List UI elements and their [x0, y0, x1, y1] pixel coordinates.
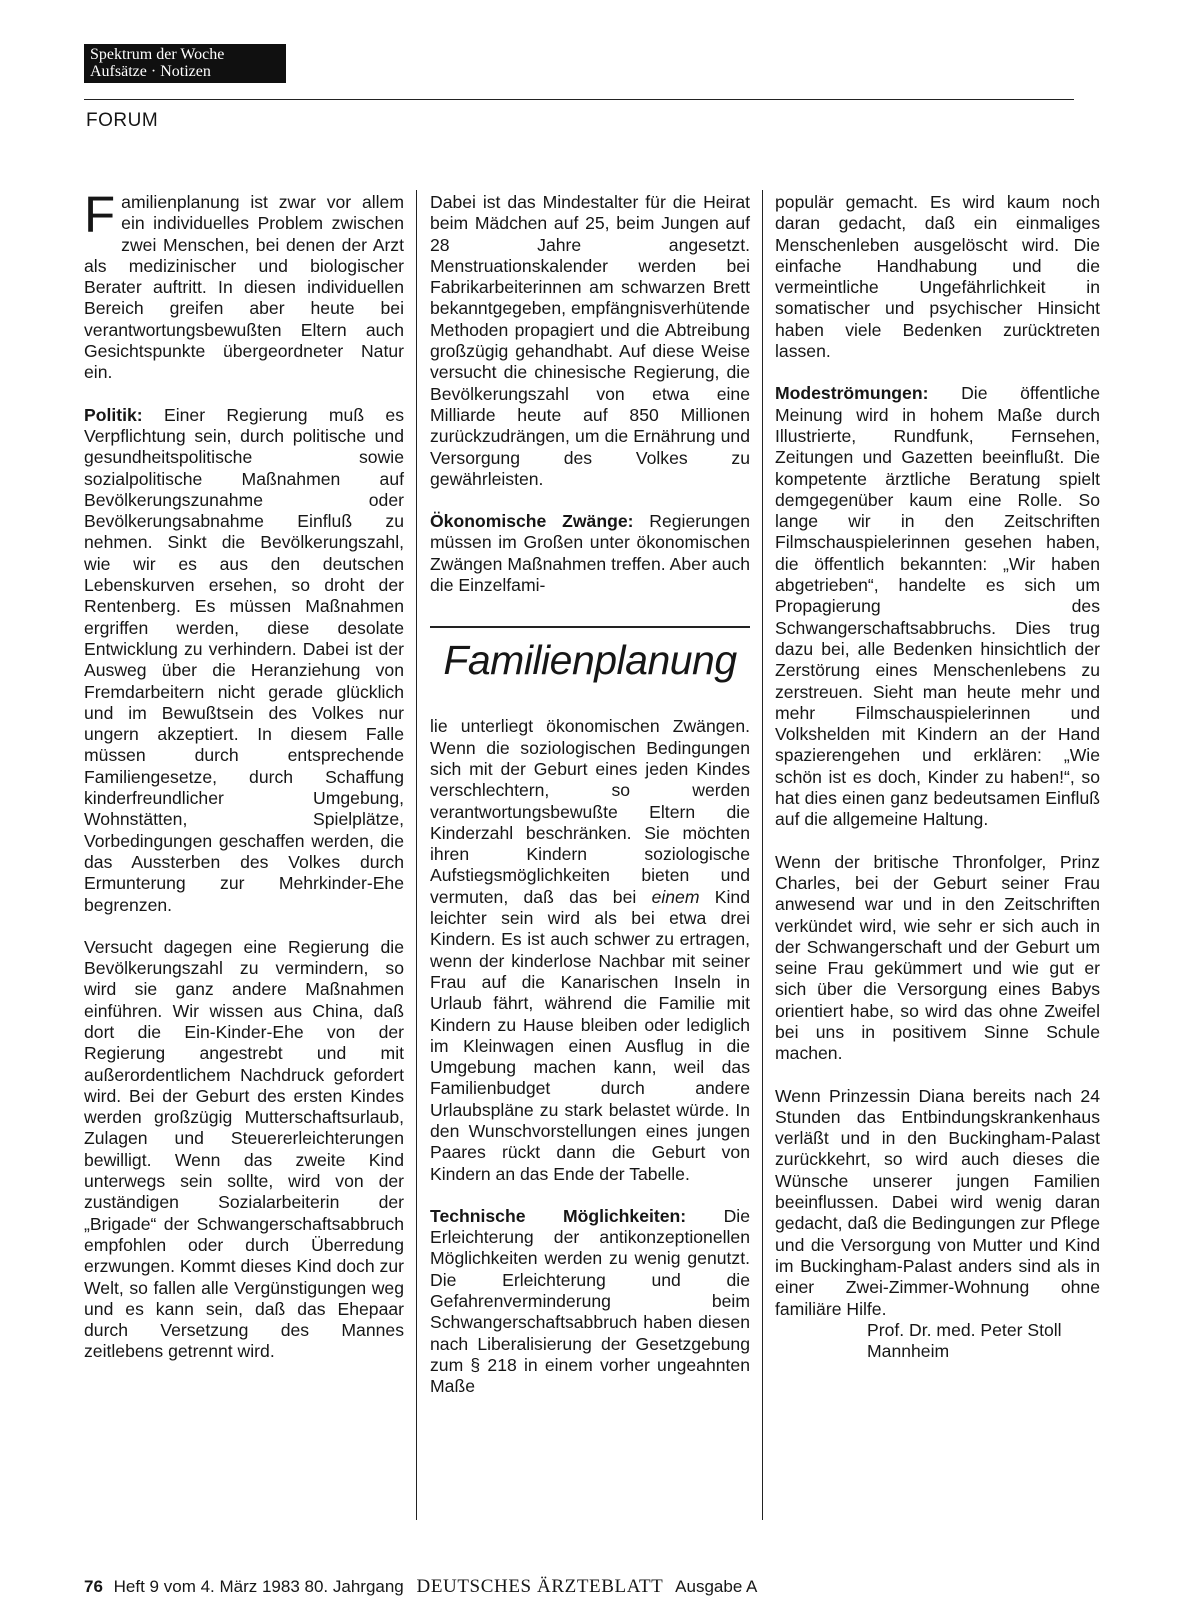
article-title: Familienplanung: [443, 637, 737, 684]
technische-continued: populär gemacht. Es wird kaum noch daran gedacht, daß ein einmaliges Menschenleben ausgelöscht wird. Die einfache Handhabung und die vermeintliche Ungefährlichkeit in somatischer und psychischer Hinsicht haben viele Bedenken zurücktreten lassen.: [775, 192, 1100, 362]
title-block: [430, 626, 750, 684]
drop-cap: F: [84, 186, 116, 243]
charles-paragraph: Wenn der britische Thronfolger, Prinz Charles, bei der Geburt seiner Frau anwesend war und in den Zeitschriften verkündet wird, wie sehr er sich auch in der Schwangerschaft und der Geburt um seine Frau gekümmert und wie gut er sich über die Versorgung eines Babys orientiert habe, so wird das ohne Zweifel bei uns in positivem Sinne Schule machen.: [775, 851, 1100, 1064]
page-footer: [84, 1576, 757, 1598]
author-city: Mannheim: [867, 1341, 950, 1362]
page-number: 76: [84, 1577, 103, 1596]
forum-label: FORUM: [86, 110, 159, 131]
author-name: Prof. Dr. med. Peter Stoll: [867, 1319, 1062, 1340]
politik-heading: Politik:: [84, 404, 143, 425]
emphasis: einem: [651, 886, 700, 907]
technische-heading: Technische Möglichkeiten:: [430, 1205, 687, 1226]
mode-heading: Modeströmungen:: [775, 383, 929, 404]
column-divider: [762, 190, 763, 1520]
intro-paragraph: Familienplanung ist zwar vor allem ein individuelles Problem zwischen zwei Menschen, bei denen der Arzt als medizinischer und biologischer Berater auftritt. In diesen individuellen Bereich greifen aber heute bei verantwortungsbewußten Eltern auch Gesichtspunkte übergeordneter Natur ein.: [84, 186, 404, 383]
signature: [867, 1320, 1100, 1363]
section-label-line2: Aufsätze · Notizen: [90, 63, 211, 80]
oekonomische-paragraph: Ökonomische Zwänge: Regierungen müssen im Großen unter ökonomischen Zwängen Maßnahmen treffen. Aber auch die Einzelfami-: [430, 511, 751, 596]
magazine-name: DEUTSCHES ÄRZTEBLATT: [416, 1576, 664, 1597]
section-label-line1: Spektrum der Woche: [90, 46, 225, 63]
technische-paragraph: Technische Möglichkeiten: Die Erleichterung der antikonzeptionellen Möglichkeiten werden zu wenig genutzt. Die Erleichterung und die Gefahrenverminderung beim Schwangerschaftsabbruch haben diesen nach Liberalisierung der Gesetzgebung zum § 218 in einem vorher ungeahnten Maße: [430, 1205, 750, 1397]
edition: Ausgabe A: [675, 1577, 758, 1596]
oekonomische-heading: Ökonomische Zwänge:: [430, 511, 634, 532]
section-label: [84, 44, 286, 83]
diana-paragraph: Wenn Prinzessin Diana bereits nach 24 Stunden das Entbindungskrankenhaus verläßt und in den Buckingham-Palast zurückkehrt, so wird auch dieses die Wünsche unserer jungen Familien beeinflussen. Dabei wird wenig daran gedacht, daß die Bedingungen zur Pflege und die Versorgung von Mutter und Kind im Buckingham-Palast anders sind als in einer Zwei-Zimmer-Wohnung ohne familiäre Hilfe.: [775, 1085, 1100, 1319]
column-2: [430, 192, 750, 1398]
dabei-paragraph: Dabei ist das Mindestalter für die Heirat beim Mädchen auf 25, beim Jungen auf 28 Jahre angesetzt. Menstruationskalender werden bei Fabrikarbeiterinnen am schwarzen Brett bekanntgegeben, empfängnisverhütende Methoden propagiert und die Abtreibung großzügig gehandhabt. Auf diese Weise versucht die chinesische Regierung, die Bevölkerungszahl von etwa eine Milliarde heute auf 850 Millionen zurückzudrängen, um die Ernährung und Versorgung des Volkes zu gewährleisten.: [430, 192, 750, 489]
oekonomische-continued: lie unterliegt ökonomischen Zwängen. Wenn die soziologischen Bedingungen sich mit der Geburt eines jeden Kindes verschlechtern, so werden verantwortungsbewußte Eltern die Kinderzahl beschränken. Sie möchten ihren Kindern soziologische Aufstiegsmöglichkeiten bieten und vermuten, daß das bei einem Kind leichter sein wird als bei etwa drei Kindern. Es ist auch schwer zu ertragen, wenn der kinderlose Nachbar mit seiner Frau auf die Kanarischen Inseln in Urlaub fährt, während die Familie mit Kindern zu Hause bleiben oder lediglich im Kleinwagen einen Ausflug in die Umgebung machen kann, weil das Familienbudget durch andere Urlaubspläne zu stark belastet würde. In den Wunschvorstellungen eines jungen Paares rückt dann die Geburt von Kindern an das Ende der Tabelle.: [430, 716, 750, 1184]
politik-paragraph: Politik: Einer Regierung muß es Verpflichtung sein, durch politische und gesundheitspolitische sowie sozialpolitische Maßnahmen auf Bevölkerungszunahme oder Bevölkerungsabnahme Einfluß zu nehmen. Sinkt die Bevölkerungszahl, wie wir es aus den deutschen Lebenskurven ersehen, so droht der Rentenberg. Es müssen Maßnahmen ergriffen werden, diese desolate Entwicklung zu verhindern. Dabei ist der Ausweg über die Heranziehung von Fremdarbeitern nicht gerade glücklich und im Bewußtsein des Volkes nur ungern akzeptiert. In diesem Falle müssen durch entsprechende Familiengesetze, durch Schaffung kinderfreundlicher Umgebung, Wohnstätten, Spielplätze, Vorbedingungen geschaffen werden, die das Aussterben des Volkes durch Ermunterung zur Mehrkinder-Ehe begrenzen.: [84, 404, 404, 915]
top-rule: [84, 99, 1074, 100]
column-1: [84, 186, 404, 1363]
mode-paragraph: Modeströmungen: Die öffentliche Meinung wird in hohem Maße durch Illustrierte, Rundfunk, Fernsehen, Zeitungen und Gazetten beeinflußt. Die kompetente ärztliche Beratung spielt demgegenüber kaum eine Rolle. So lange wir in den Zeitschriften Filmschauspielerinnen gesehen haben, die öffentlich bekannten: „Wir haben abgetrieben“, handelte es sich um Propagierung des Schwangerschaftsabbruchs. Dies trug dazu bei, alle Bedenken hinsichtlich der Zerstörung eines Menschenlebens zu zerstreuen. Sieht man heute mehr und mehr Filmschauspielerinnen und Volkshelden mit Kindern an der Hand spazierengehen und erklären: „Wie schön ist es doch, Kinder zu haben!“, so hat dies einen ganz bedeutsamen Einfluß auf die allgemeine Haltung.: [775, 383, 1100, 830]
column-divider: [416, 190, 417, 1520]
title-rule: [430, 626, 750, 628]
issue-info: Heft 9 vom 4. März 1983 80. Jahrgang: [113, 1577, 404, 1596]
versucht-paragraph: Versucht dagegen eine Regierung die Bevölkerungszahl zu vermindern, so wird sie ganz andere Maßnahmen einführen. Wir wissen aus China, daß dort die Ein-Kinder-Ehe von der Regierung angestrebt und mit außerordentlichem Nachdruck gefordert wird. Bei der Geburt des ersten Kindes werden großzügig Mutterschaftsurlaub, Zulagen und Steuererleichterungen bewilligt. Wenn das zweite Kind unterwegs sein sollte, wird von der zuständigen Sozialarbeiterin der „Brigade“ der Schwangerschaftsabbruch empfohlen oder durch Überredung erzwungen. Kommt dieses Kind doch zur Welt, so fallen alle Vergünstigungen weg und es kann sein, daß das Ehepaar durch Versetzung des Mannes zeitlebens getrennt wird.: [84, 936, 404, 1362]
column-3: [775, 192, 1100, 1362]
